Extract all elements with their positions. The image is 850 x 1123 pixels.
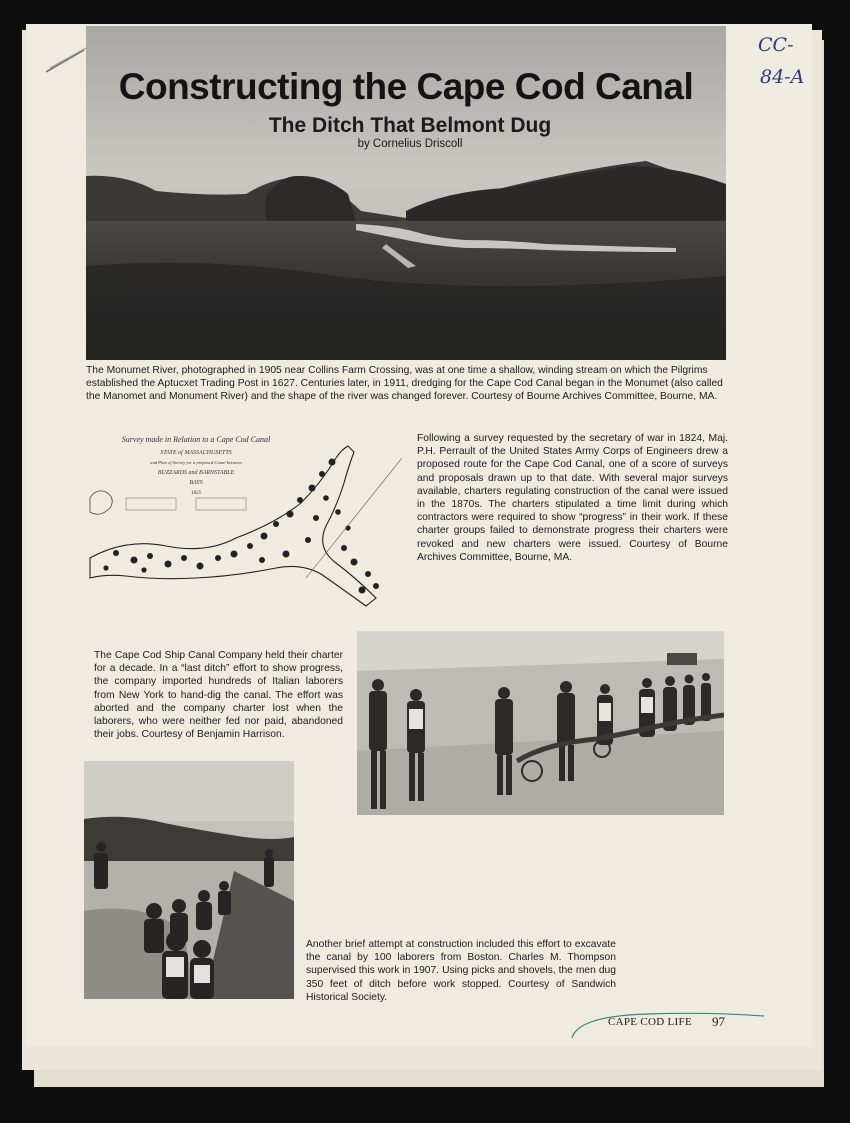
boston-laborers-photo bbox=[84, 761, 294, 999]
laborers-photo bbox=[357, 631, 724, 815]
footer-magazine-name: CAPE COD LIFE bbox=[608, 1016, 692, 1028]
laborers-photo-caption: The Cape Cod Ship Canal Company held their charter for a decade. In a “last ditch” effort to show progress, the company imported hundreds of Italian laborers from New York to hand-dig the canal. The effort was aborted and the company charter lost when the laborers, who were neither fed nor paid, abandoned their jobs. Courtesy of Benjamin Harrison. bbox=[94, 650, 343, 741]
map-year: 1825 bbox=[191, 491, 201, 496]
boston-photo-caption: Another brief attempt at construction included this effort to excavate the canal by 100 laborers from Boston. Charles M. Thompson supervised this work in 1907. Using picks and shovels, the men dug 350 feet of ditch before work stopped. Courtesy of Sandwich Historical Society. bbox=[306, 939, 616, 1003]
map-route: and Plan of Survey for a proposed Canal between bbox=[150, 460, 242, 465]
article-subtitle: The Ditch That Belmont Dug bbox=[268, 114, 552, 137]
map-bays: BUZZARDS and BARNSTABLE bbox=[157, 470, 235, 476]
map-bays2: BAYS bbox=[189, 480, 203, 486]
map-state: STATE of MASSACHUSETTS bbox=[160, 450, 232, 456]
map-heading: Survey made in Relation to a Cape Cod Canal bbox=[121, 435, 271, 444]
survey-map-caption: Following a survey requested by the secretary of war in 1824, Maj. P.H. Perrault of the United States Army Corps of Engineers drew a proposed route for the Cape Cod Canal, one of a score of surveys and proposals drawn up to that date. With several major surveys available, charters regulating construction of the canal were issued in the 1870s. The charters stipulated a time limit during which contractors were required to show “progress” in their work. If these charter groups failed to demonstrate progress their charters were revoked and new charters were issued. Courtesy of Bourne Archives Committee, Bourne, MA. bbox=[417, 433, 728, 563]
handwritten-note-line1: CC- bbox=[758, 34, 794, 56]
handwritten-note-line2: 84-A bbox=[760, 66, 805, 88]
river-photo-caption: The Monumet River, photographed in 1905 near Collins Farm Crossing, was at one time a shallow, winding stream on which the Pilgrims established the Aptucxet Trading Post in 1627. Centuries later, in 1911, dredging for the Cape Cod Canal began in the Monumet (also called the Manomet and Monument River) and the shape of the river was changed forever. Courtesy of Bourne Archives Committee, Bourne, MA. bbox=[86, 365, 723, 403]
article-byline: by Cornelius Driscoll bbox=[357, 138, 463, 150]
pencil-mark-icon bbox=[44, 46, 88, 74]
footer-page-number: 97 bbox=[712, 1014, 725, 1029]
article-title: Constructing the Cape Cod Canal bbox=[118, 66, 694, 107]
canal-survey-map bbox=[86, 428, 402, 612]
